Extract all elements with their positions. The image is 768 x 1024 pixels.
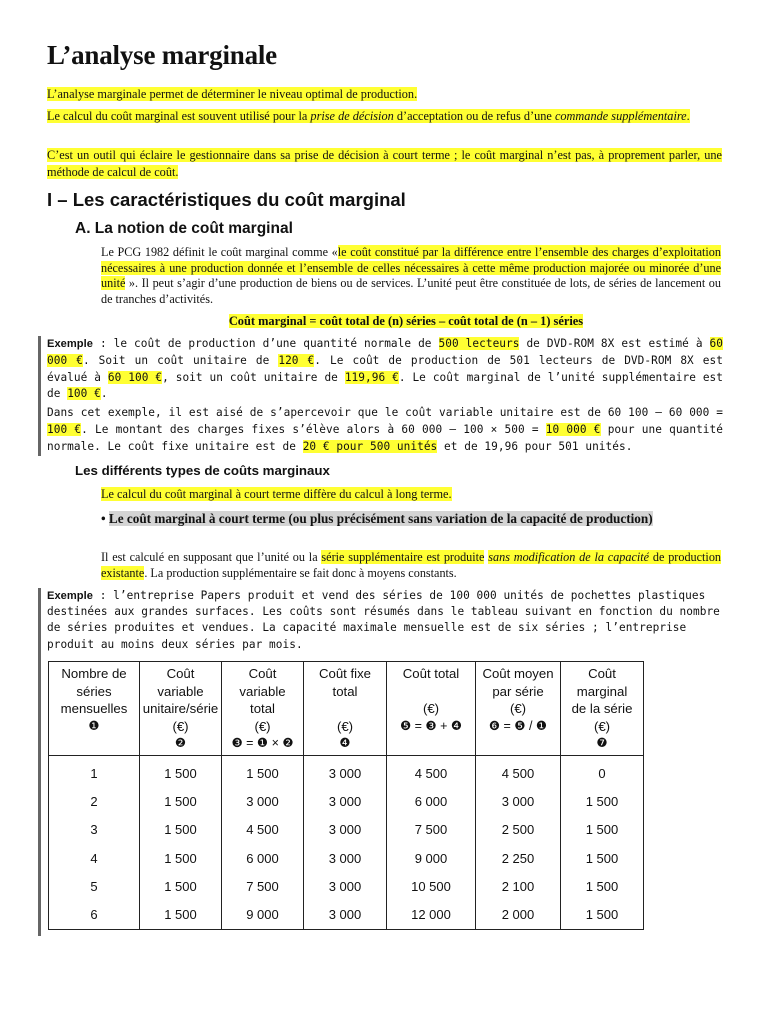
table-cell: 1 500: [140, 788, 222, 816]
table-cell: 1 500: [140, 816, 222, 844]
table-cell: 3 000: [304, 872, 387, 900]
highlight: L’analyse marginale permet de déterminer le niveau optimal de production.: [47, 87, 418, 101]
table-row: [49, 755, 644, 788]
table-cell: 4 500: [387, 755, 476, 788]
section-heading: I – Les caractéristiques du coût marginal: [47, 189, 406, 210]
table-cell: 3 000: [304, 755, 387, 788]
table-cell: 2 250: [476, 844, 561, 872]
highlight: C’est un outil qui éclaire le gestionnaire dans sa prise de décision à court terme ; le coût marginal n’est pas, à proprement parler, une méthode de calcul de coût.: [47, 148, 722, 179]
short-term-bullet: • Le coût marginal à court terme (ou plus précisément sans variation de la capacité de production): [101, 511, 653, 526]
table-cell: 3 000: [476, 788, 561, 816]
intro-paragraph-3: [47, 147, 722, 180]
table-row: [49, 900, 644, 929]
highlight: Coût marginal = coût total de (n) séries – coût total de (n – 1) séries: [228, 314, 584, 328]
short-term-explanation: Il est calculé en supposant que l’unité ou la série supplémentaire est produite sans modification de la capacité de production existante. La production supplémentaire se fait donc à moyens constants.: [101, 550, 722, 580]
table-cell: 1 500: [140, 844, 222, 872]
table-header-cell: Coût marginal de la série (€) ❼: [561, 662, 644, 756]
table-cell: 3 000: [304, 788, 387, 816]
table-cell: 1 500: [140, 900, 222, 929]
table-cell: 3: [49, 816, 140, 844]
page-title: L’analyse marginale: [47, 40, 277, 70]
highlight: Le calcul du coût marginal est souvent utilisé pour la prise de décision d’acceptation ou de refus d’une commande supplémentaire.: [47, 109, 690, 123]
table-row: [49, 788, 644, 816]
example-label: Exemple: [47, 590, 93, 602]
example-side-rule: [38, 650, 41, 936]
table-cell: 1: [49, 755, 140, 788]
example-1-paragraph: Exemple : le coût de production d’une quantité normale de 500 lecteurs de DVD-ROM 8X est estimé à 60 000 €. Soit un coût unitaire de 120 €. Le coût de production de 501 lecteurs de DVD-ROM 8X est évalué à 60 100 €, soit un coût unitaire de 119,96 €. Le coût marginal de l’unité supplémentaire est de 100 €.: [47, 337, 724, 401]
table-header-cell: Coût fixe total (€) ❹: [304, 662, 387, 756]
highlight: Le calcul du coût marginal à court terme diffère du calcul à long terme.: [101, 487, 452, 501]
table-cell: 6 000: [387, 788, 476, 816]
table-header-cell: Coût moyen par série (€) ❻ = ❺ / ❶: [476, 662, 561, 756]
cost-table-container: [48, 661, 644, 930]
table-cell: 9 000: [222, 900, 304, 929]
gray-highlight: Le coût marginal à court terme (ou plus précisément sans variation de la capacité de production): [108, 511, 653, 526]
types-heading: Les différents types de coûts marginaux: [75, 463, 330, 478]
table-cell: 6: [49, 900, 140, 929]
table-cell: 7 500: [387, 816, 476, 844]
table-cell: 5: [49, 872, 140, 900]
pcg-definition-paragraph: Le PCG 1982 définit le coût marginal comme «le coût constitué par la différence entre l’ensemble des charges d’exploitation nécessaires à une production donnée et l’ensemble de celles nécessaires à cette même production majorée ou minorée d’une unité ». Il peut s’agir d’une production de biens ou de services. L’unité peut être constituée de lots, de séries de lancement ou de tranches d’activités.: [101, 245, 721, 307]
formula: [47, 314, 765, 329]
table-cell: 3 000: [304, 816, 387, 844]
intro-paragraph-2: [47, 108, 722, 125]
table-cell: 1 500: [140, 872, 222, 900]
table-cell: 12 000: [387, 900, 476, 929]
table-cell: 3 000: [304, 900, 387, 929]
table-cell: 1 500: [561, 872, 644, 900]
table-cell: 2 500: [476, 816, 561, 844]
table-header-cell: Coût total (€) ❺ = ❸ + ❹: [387, 662, 476, 756]
table-cell: 1 500: [561, 788, 644, 816]
table-cell: 1 500: [561, 900, 644, 929]
table-cell: 7 500: [222, 872, 304, 900]
table-cell: 9 000: [387, 844, 476, 872]
table-row: [49, 872, 644, 900]
table-row: [49, 844, 644, 872]
subsection-heading: A. La notion de coût marginal: [75, 220, 293, 237]
table-row: [49, 816, 644, 844]
example-1-analysis: Dans cet exemple, il est aisé de s’apercevoir que le coût variable unitaire est de 60 100 – 60 000 = 100 €. Le montant des charges fixes s’élève alors à 60 000 – 100 × 500 = 10 000 € pour une quantité normale. Le coût fixe unitaire est de 20 € pour 500 unités et de 19,96 pour 501 unités.: [47, 406, 723, 453]
table-cell: 10 500: [387, 872, 476, 900]
table-cell: 1 500: [561, 844, 644, 872]
table-header-row: [49, 662, 644, 756]
table-cell: 2 000: [476, 900, 561, 929]
table-header-cell: Coût variable unitaire/série (€) ❷: [140, 662, 222, 756]
table-cell: 3 000: [304, 844, 387, 872]
table-cell: 3 000: [222, 788, 304, 816]
intro-paragraph-1: [47, 86, 722, 103]
types-intro: [101, 487, 452, 502]
example-box-1: [38, 336, 723, 456]
table-cell: 4 500: [476, 755, 561, 788]
table-cell: 4: [49, 844, 140, 872]
table-header-cell: Coût variable total (€) ❸ = ❶ × ❷: [222, 662, 304, 756]
table-header-cell: Nombre de séries mensuelles ❶: [49, 662, 140, 756]
table-cell: 4 500: [222, 816, 304, 844]
table-cell: 1 500: [140, 755, 222, 788]
table-cell: 2 100: [476, 872, 561, 900]
cost-table: [48, 661, 644, 930]
table-cell: 0: [561, 755, 644, 788]
table-cell: 2: [49, 788, 140, 816]
table-cell: 6 000: [222, 844, 304, 872]
table-cell: 1 500: [561, 816, 644, 844]
example-label: Exemple: [47, 338, 93, 350]
example-box-2: [38, 588, 723, 653]
table-cell: 1 500: [222, 755, 304, 788]
example-2-paragraph: Exemple : l’entreprise Papers produit et vend des séries de 100 000 unités de pochettes plastiques destinées aux grandes surfaces. Les coûts sont résumés dans le tableau suivant en fonction du nombre de séries produites et vendues. La capacité maximale mensuelle est de six séries ; l’entreprise produit au moins deux séries par mois.: [47, 589, 720, 651]
highlight: le coût constitué par la différence entre l’ensemble des charges d’exploitation nécessaires à une production donnée et l’ensemble de celles nécessaires à cette même production majorée ou minorée d’une unité: [101, 245, 721, 291]
